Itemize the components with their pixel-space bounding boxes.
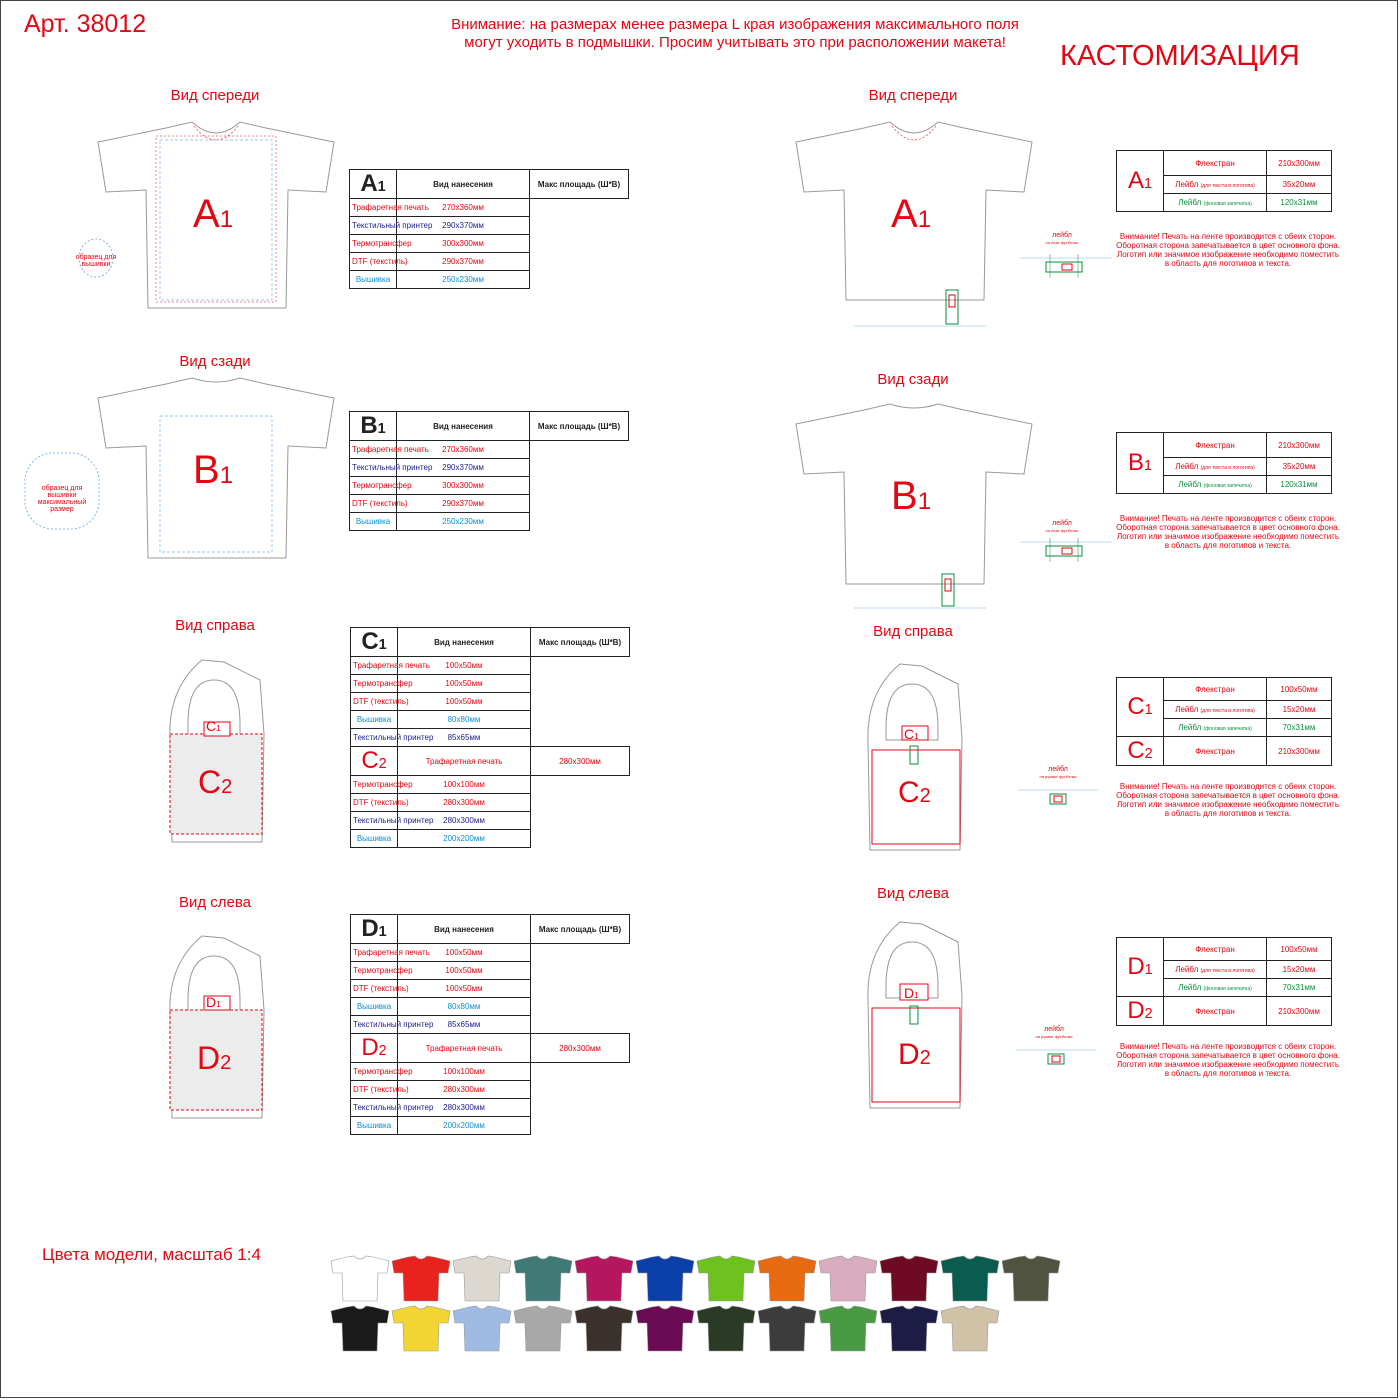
method-cell: Трафаретная печать [351, 944, 398, 962]
custom-cell-b1: B1 [1117, 433, 1164, 494]
right-front-view-label: Вид спереди [868, 87, 958, 104]
area-cell: 280x300мм [531, 1034, 630, 1063]
method-cell: Трафаретная печать [398, 747, 531, 776]
table-row [350, 477, 629, 495]
table-row [350, 441, 629, 459]
print-table-c [350, 627, 630, 848]
custom-cell-d2: D2 [1117, 997, 1164, 1026]
color-swatch [940, 1255, 1000, 1303]
method-cell: DTF (текстиль) [351, 693, 398, 711]
label1-value: 15x20мм [1267, 701, 1332, 719]
method-cell: Текстильный принтер [351, 1099, 398, 1117]
flex-label: Флекстран [1164, 678, 1267, 701]
label2-value: 70x31мм [1267, 719, 1332, 737]
flex-value: 210x300мм [1267, 737, 1332, 766]
area-cell: 300x300мм [397, 235, 530, 253]
table-row [351, 998, 630, 1016]
flex-label: Флекстран [1164, 938, 1267, 961]
custom-cell-a1: A1 [1117, 151, 1164, 212]
area-cell: 85x65мм [398, 1016, 531, 1034]
method-cell: Вышивка [351, 998, 398, 1016]
table-row [351, 711, 630, 729]
area-cell: 280x300мм [398, 794, 531, 812]
area-cell: 250x230мм [397, 513, 530, 531]
table-row [350, 253, 629, 271]
flex-label: Флекстран [1164, 433, 1267, 458]
table-row [350, 271, 629, 289]
color-swatch [574, 1255, 634, 1303]
color-swatch [391, 1305, 451, 1353]
flex-label: Флекстран [1164, 997, 1267, 1026]
color-swatch [391, 1255, 451, 1303]
header-area: Макс площадь (Ш*В) [530, 412, 629, 441]
table-row [351, 1063, 630, 1081]
color-swatch [757, 1255, 817, 1303]
flex-value: 100x50мм [1267, 938, 1332, 961]
flex-value: 210x300мм [1267, 997, 1332, 1026]
flex-value: 210x300мм [1267, 433, 1332, 458]
embroidery-sample-text: образец для вышивки [75, 254, 117, 268]
color-swatch [635, 1305, 695, 1353]
method-cell: Термотрансфер [350, 477, 397, 495]
table-row [351, 962, 630, 980]
label-diagram-left [1016, 1042, 1096, 1070]
area-cell: 300x300мм [397, 477, 530, 495]
label-text-logo: Лейбл (для текста и логотипа) [1164, 701, 1267, 719]
area-cell: 270x360мм [397, 441, 530, 459]
left-back-view-label: Вид сзади [179, 353, 251, 370]
area-cell: 100x100мм [398, 776, 531, 794]
table-row [351, 1099, 630, 1117]
right-side-drawing [168, 658, 264, 844]
color-swatch [879, 1305, 939, 1353]
header-method: Вид нанесения [397, 170, 530, 199]
custom-table-c [1116, 677, 1332, 766]
custom-table-d [1116, 937, 1332, 1026]
area-cell: 290x370мм [397, 459, 530, 477]
table-row [350, 217, 629, 235]
table-row [351, 693, 630, 711]
color-swatch [696, 1305, 756, 1353]
label-text-logo: Лейбл (для текста и логотипа) [1164, 458, 1267, 476]
custom-cell-d1: D1 [1117, 938, 1164, 997]
area-cell: 280x300мм [398, 1081, 531, 1099]
color-swatch [818, 1305, 878, 1353]
zone-d1-label: D1 [206, 994, 221, 1010]
label-tag-front: лейбл на низе футболки [1045, 232, 1079, 245]
custom-zone-a1: A1 [891, 192, 932, 236]
print-table-a1 [349, 169, 629, 289]
label-background: Лейбл (фоновая запечатка) [1164, 476, 1267, 494]
zone-c2-label: C2 [198, 764, 233, 800]
table-row [350, 459, 629, 477]
zone-cell-b1: B1 [350, 412, 397, 441]
print-table-d [350, 914, 630, 1135]
table-row [350, 495, 629, 513]
header-area: Макс площадь (Ш*В) [531, 915, 630, 944]
label-text-logo: Лейбл (для текста и логотипа) [1164, 961, 1267, 979]
label-diagram-front [1020, 250, 1112, 280]
area-cell: 100x50мм [398, 657, 531, 675]
embroidery-max-text: образец для вышивки максимальный размер [37, 485, 87, 513]
color-swatch [635, 1255, 695, 1303]
header-method: Вид нанесения [398, 628, 531, 657]
table-row [351, 729, 630, 747]
notice-front: Внимание! Печать на ленте производится с обеих сторон. Оборотная сторона запечатывается в цвет основного фона. Логотип или значимое изображение необходимо поместить в область для логотипов и текста. [1116, 232, 1340, 268]
method-cell: Термотрансфер [351, 1063, 398, 1081]
method-cell: Термотрансфер [351, 962, 398, 980]
method-cell: Вышивка [350, 513, 397, 531]
area-cell: 100x100мм [398, 1063, 531, 1081]
label-background: Лейбл (фоновая запечатка) [1164, 719, 1267, 737]
method-cell: Вышивка [351, 1117, 398, 1135]
method-cell: Вышивка [351, 711, 398, 729]
flex-value: 210x300мм [1267, 151, 1332, 176]
custom-table-a1 [1116, 150, 1332, 212]
color-swatch [940, 1305, 1000, 1353]
area-cell: 270x360мм [397, 199, 530, 217]
label1-value: 15x20мм [1267, 961, 1332, 979]
area-cell: 100x50мм [398, 980, 531, 998]
method-cell: DTF (текстиль) [351, 980, 398, 998]
custom-zone-d2: D2 [898, 1038, 931, 1071]
zone-a1-front: A1 [193, 192, 234, 236]
zone-cell-c2: C2 [351, 747, 398, 776]
header-area: Макс площадь (Ш*В) [531, 628, 630, 657]
method-cell: DTF (текстиль) [351, 1081, 398, 1099]
custom-zone-b1: B1 [891, 474, 932, 518]
area-cell: 80x80мм [398, 998, 531, 1016]
zone-cell-d1: D1 [351, 915, 398, 944]
area-cell: 200x200мм [398, 1117, 531, 1135]
right-left-view-label: Вид слева [876, 885, 950, 902]
method-cell: Трафаретная печать [398, 1034, 531, 1063]
label1-value: 35x20мм [1267, 176, 1332, 194]
color-swatch [513, 1305, 573, 1353]
notice-back: Внимание! Печать на ленте производится с обеих сторон. Оборотная сторона запечатывается в цвет основного фона. Логотип или значимое изображение необходимо поместить в область для логотипов и текста. [1116, 514, 1340, 550]
notice-left: Внимание! Печать на ленте производится с обеих сторон. Оборотная сторона запечатывается в цвет основного фона. Логотип или значимое изображение необходимо поместить в область для логотипов и текста. [1116, 1042, 1340, 1078]
table-row [351, 944, 630, 962]
area-cell: 290x370мм [397, 495, 530, 513]
label-tag-right: лейбл на рукаве футболки [1039, 766, 1077, 779]
method-cell: DTF (текстиль) [350, 253, 397, 271]
method-cell: Текстильный принтер [351, 1016, 398, 1034]
method-cell: DTF (текстиль) [350, 495, 397, 513]
label-tag-back: лейбл на низе футболки [1045, 520, 1079, 533]
label-background: Лейбл (фоновая запечатка) [1164, 979, 1267, 997]
zone-c1-label: C1 [206, 718, 221, 734]
custom-left-side [866, 920, 962, 1110]
left-front-view-label: Вид спереди [170, 87, 260, 104]
right-back-view-label: Вид сзади [877, 371, 949, 388]
area-cell: 200x200мм [398, 830, 531, 848]
label-tag-left: лейбл на рукаве футболки [1035, 1026, 1073, 1039]
color-swatch [330, 1255, 390, 1303]
table-row [351, 1016, 630, 1034]
method-cell: Текстильный принтер [351, 812, 398, 830]
table-row [350, 235, 629, 253]
color-swatch [818, 1255, 878, 1303]
method-cell: Вышивка [350, 271, 397, 289]
print-table-b1 [349, 411, 629, 531]
color-swatch [513, 1255, 573, 1303]
label2-value: 120x31мм [1267, 476, 1332, 494]
header-method: Вид нанесения [398, 915, 531, 944]
flex-label: Флекстран [1164, 737, 1267, 766]
method-cell: Термотрансфер [351, 776, 398, 794]
area-cell: 100x50мм [398, 693, 531, 711]
custom-table-b1 [1116, 432, 1332, 494]
area-cell: 290x370мм [397, 253, 530, 271]
header-area: Макс площадь (Ш*В) [530, 170, 629, 199]
right-right-view-label: Вид справа [873, 623, 953, 640]
area-cell: 85x65мм [398, 729, 531, 747]
table-row [351, 830, 630, 848]
flex-label: Флекстран [1164, 151, 1267, 176]
area-cell: 80x80мм [398, 711, 531, 729]
table-row [350, 513, 629, 531]
warning-line-2: могут уходить в подмышки. Просим учитывать это при расположении макета! [464, 34, 1006, 51]
custom-cell-c1: C1 [1117, 678, 1164, 737]
area-cell: 280x300мм [531, 747, 630, 776]
area-cell: 280x300мм [398, 1099, 531, 1117]
zone-d2-label: D2 [197, 1040, 232, 1076]
label-diagram-right [1018, 782, 1098, 810]
label-text-logo: Лейбл (для текста и логотипа) [1164, 176, 1267, 194]
method-cell: Вышивка [351, 830, 398, 848]
notice-right: Внимание! Печать на ленте производится с обеих сторон. Оборотная сторона запечатывается в цвет основного фона. Логотип или значимое изображение необходимо поместить в область для логотипов и текста. [1116, 782, 1340, 818]
zone-cell-c1: C1 [351, 628, 398, 657]
custom-zone-c1: C1 [904, 726, 919, 742]
color-swatch [330, 1305, 390, 1353]
zone-cell-d2: D2 [351, 1034, 398, 1063]
label2-value: 120x31мм [1267, 194, 1332, 212]
size-warning [400, 16, 1070, 52]
left-side-drawing [168, 934, 264, 1120]
color-swatch [452, 1305, 512, 1353]
area-cell: 100x50мм [398, 962, 531, 980]
method-cell: Текстильный принтер [350, 217, 397, 235]
method-cell: Трафаретная печать [350, 199, 397, 217]
table-row [351, 675, 630, 693]
table-row [351, 794, 630, 812]
article-number: Арт. 38012 [24, 10, 147, 38]
custom-zone-d1: D1 [904, 985, 919, 1001]
zone-cell-a1: A1 [350, 170, 397, 199]
method-cell: Трафаретная печать [350, 441, 397, 459]
color-swatch [757, 1305, 817, 1353]
method-cell: Термотрансфер [350, 235, 397, 253]
method-cell: DTF (текстиль) [351, 794, 398, 812]
table-row [351, 1081, 630, 1099]
label1-value: 35x20мм [1267, 458, 1332, 476]
table-row [351, 812, 630, 830]
area-cell: 250x230мм [397, 271, 530, 289]
table-row [351, 776, 630, 794]
table-row [351, 657, 630, 675]
custom-cell-c2: C2 [1117, 737, 1164, 766]
method-cell: Трафаретная печать [351, 657, 398, 675]
custom-right-side [866, 662, 962, 852]
method-cell: Текстильный принтер [351, 729, 398, 747]
color-swatch [879, 1255, 939, 1303]
header-method: Вид нанесения [397, 412, 530, 441]
label-diagram-back [1020, 534, 1112, 564]
left-right-view-label: Вид справа [175, 617, 255, 634]
customization-title: КАСТОМИЗАЦИЯ [1060, 40, 1300, 72]
colors-title: Цвета модели, масштаб 1:4 [42, 1245, 261, 1264]
table-row [351, 980, 630, 998]
area-cell: 280x300мм [398, 812, 531, 830]
method-cell: Термотрансфер [351, 675, 398, 693]
color-swatch [574, 1305, 634, 1353]
color-swatch [696, 1255, 756, 1303]
label2-value: 70x31мм [1267, 979, 1332, 997]
table-row [351, 1117, 630, 1135]
left-left-view-label: Вид слева [178, 894, 252, 911]
method-cell: Текстильный принтер [350, 459, 397, 477]
label-background: Лейбл (фоновая запечатка) [1164, 194, 1267, 212]
area-cell: 100x50мм [398, 675, 531, 693]
color-swatch [1001, 1255, 1061, 1303]
warning-line-1: Внимание: на размерах менее размера L края изображения максимального поля [451, 16, 1019, 33]
flex-value: 100x50мм [1267, 678, 1332, 701]
table-row [350, 199, 629, 217]
area-cell: 100x50мм [398, 944, 531, 962]
zone-b1-back: B1 [193, 448, 234, 492]
area-cell: 290x370мм [397, 217, 530, 235]
custom-zone-c2: C2 [898, 776, 931, 809]
color-swatch [452, 1255, 512, 1303]
